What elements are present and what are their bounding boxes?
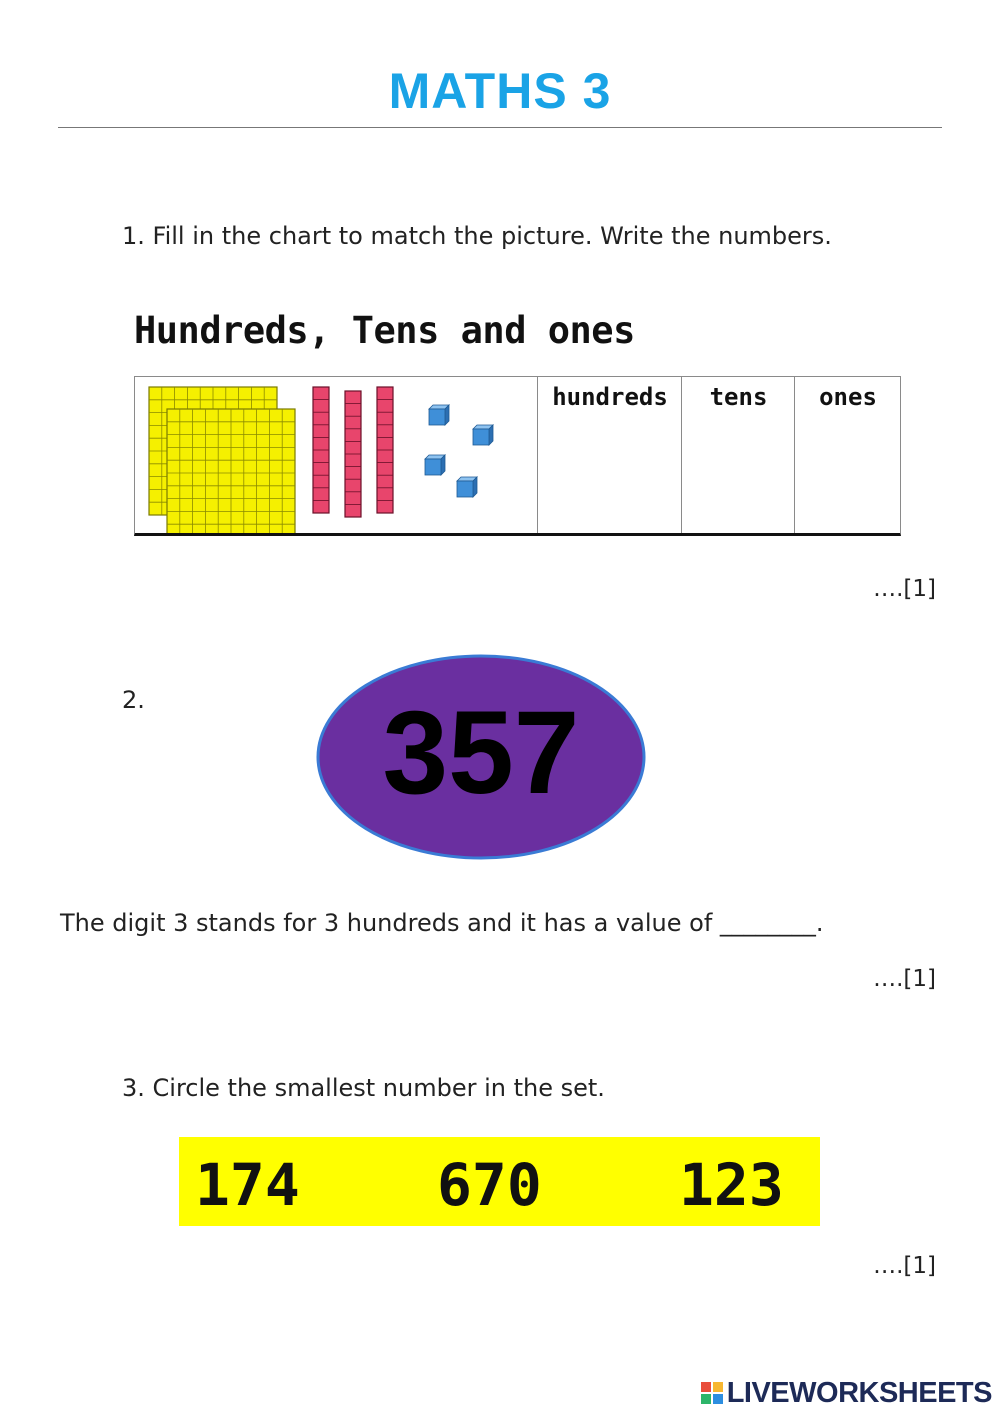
logo-text: LIVEWORKSHEETS xyxy=(726,1376,992,1409)
ones-cube xyxy=(425,455,445,475)
number-option-1[interactable]: 174 xyxy=(195,1151,300,1219)
tens-header: tens xyxy=(709,383,768,411)
question-2-label: 2. xyxy=(122,686,145,714)
question-3-prompt: 3. Circle the smallest number in the set. xyxy=(122,1074,605,1102)
page-title: MATHS 3 xyxy=(388,63,612,119)
question-1-prompt: 1. Fill in the chart to match the picture. Write the numbers. xyxy=(122,222,832,250)
tens-rod xyxy=(313,387,329,513)
hundreds-header: hundreds xyxy=(552,383,668,411)
number-set-box xyxy=(179,1137,820,1226)
ones-header: ones xyxy=(819,383,877,411)
liveworksheets-logo-icon xyxy=(700,1381,724,1405)
hundreds-column[interactable] xyxy=(537,377,682,533)
question-1-marks: ….[1] xyxy=(873,576,936,602)
ellipse-number: 357 xyxy=(382,687,580,819)
number-option-3[interactable]: 123 xyxy=(679,1151,784,1219)
ones-column[interactable] xyxy=(794,377,901,533)
tens-column[interactable] xyxy=(681,377,795,533)
hundreds-flat xyxy=(167,409,295,533)
question-2-marks: ….[1] xyxy=(873,966,936,992)
place-value-chart-title: Hundreds, Tens and ones xyxy=(134,309,635,352)
tens-rod xyxy=(377,387,393,513)
question-2-statement[interactable]: The digit 3 stands for 3 hundreds and it has a value of ________. xyxy=(60,909,824,937)
tens-rod xyxy=(345,391,361,517)
ones-cube xyxy=(457,477,477,497)
place-value-table xyxy=(134,376,901,536)
base-ten-blocks-picture xyxy=(135,377,535,533)
ones-cube xyxy=(429,405,449,425)
ones-cube xyxy=(473,425,493,445)
number-ellipse xyxy=(316,654,646,860)
number-option-2[interactable]: 670 xyxy=(437,1151,542,1219)
question-3-marks: ….[1] xyxy=(873,1253,936,1279)
title-divider xyxy=(58,127,942,128)
liveworksheets-logo xyxy=(700,1375,992,1411)
